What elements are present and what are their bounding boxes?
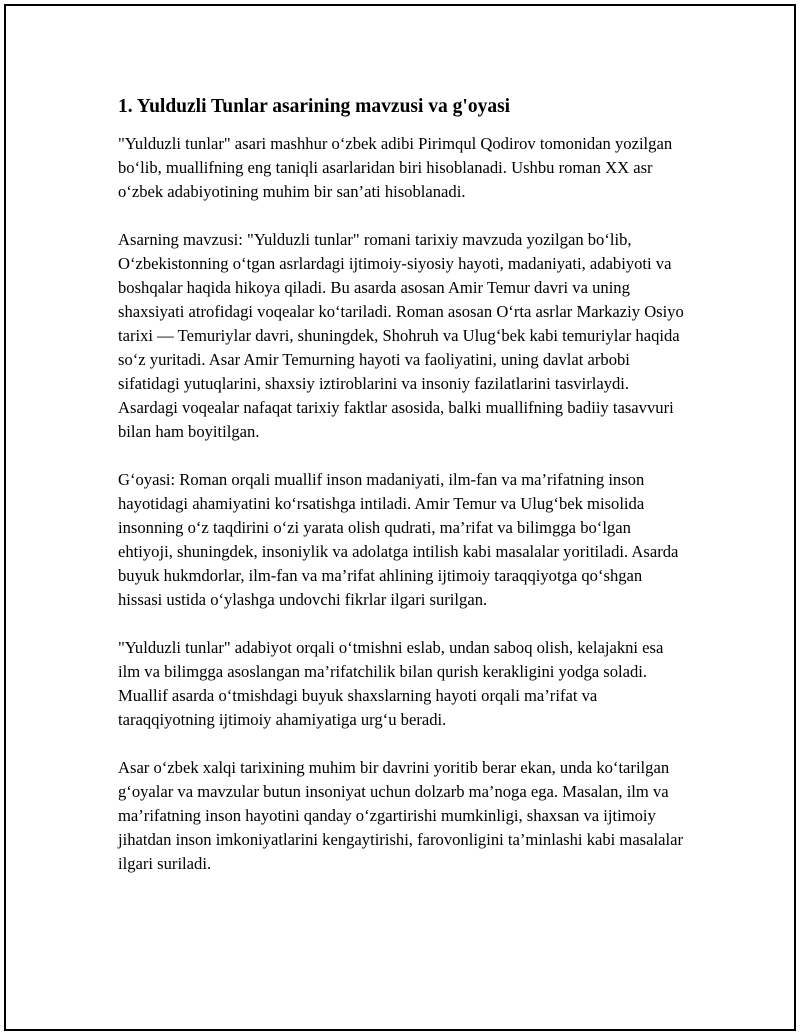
paragraph-lesson: "Yulduzli tunlar" adabiyot orqali o‘tmishni eslab, undan saboq olish, kelajakni esa ilm va bilimgga asoslangan ma’rifatchilik bilan qurish kerakligini yodga soladi. Muallif asarda o‘tmishdagi buyuk shaxslarning hayoti orqali ma’rifat va taraqqiyotning ijtimoiy ahamiyatiga urg‘u beradi. — [118, 638, 664, 729]
paragraph-conclusion: Asar o‘zbek xalqi tarixining muhim bir davrini yoritib berar ekan, unda ko‘tarilgan g‘oyalar va mavzular butun insoniyat uchun dolzarb ma’noga ega. Masalan, ilm va ma’rifatning inson hayotini qanday o‘zgartirishi mumkinligi, shaxsan va ijtimoiy jihatdan inson imkoniyatlarini kengaytirishi, farovonligini ta’minlashi kabi masalalar ilgari suriladi. — [118, 758, 683, 873]
paragraph-intro: "Yulduzli tunlar" asari mashhur o‘zbek adibi Pirimqul Qodirov tomonidan yozilgan bo‘lib, muallifning eng taniqli asarlaridan biri hisoblanadi. Ushbu roman XX asr o‘zbek adabiyotining muhim bir san’ati hisoblanadi. — [118, 134, 673, 201]
document-body — [118, 94, 688, 900]
section-heading: 1. Yulduzli Tunlar asarining mavzusi va g'oyasi — [118, 96, 511, 117]
paragraph-idea: G‘oyasi: Roman orqali muallif inson madaniyati, ilm-fan va ma’rifatning inson hayotidagi ahamiyatini ko‘rsatishga intiladi. Amir Temur va Ulug‘bek misolida insonning o‘z taqdirini o‘zi yarata olish qudrati, ma’rifat va bilimgga bo‘lgan ehtiyoji, shuningdek, insoniylik va adolatga intilish kabi masalalar yoritiladi. Asarda buyuk hukmdorlar, ilm-fan va ma’rifat ahlining ijtimoiy taraqqiyotga qo‘shgan hissasi ustida o‘ylashga undovchi fikrlar ilgari surilgan. — [118, 470, 679, 609]
paragraph-theme: Asarning mavzusi: "Yulduzli tunlar" romani tarixiy mavzuda yozilgan bo‘lib, O‘zbekistonning o‘tgan asrlardagi ijtimoiy-siyosiy hayoti, madaniyati, adabiyoti va boshqalar haqida hikoya qiladi. Bu asarda asosan Amir Temur davri va uning shaxsiyati atrofidagi voqealar ko‘tariladi. Roman asosan O‘rta asrlar Markaziy Osiyo tarixi — Temuriylar davri, shuningdek, Shohruh va Ulug‘bek kabi temuriylar haqida so‘z yuritadi. Asar Amir Temurning hayoti va faoliyatini, uning davlat arbobi sifatidagi yutuqlarini, shaxsiy iztiroblarini va insoniy fazilatlarini tasvirlaydi. Asardagi voqealar nafaqat tarixiy faktlar asosida, balki muallifning badiiy tasavvuri bilan ham boyitilgan. — [118, 230, 684, 441]
